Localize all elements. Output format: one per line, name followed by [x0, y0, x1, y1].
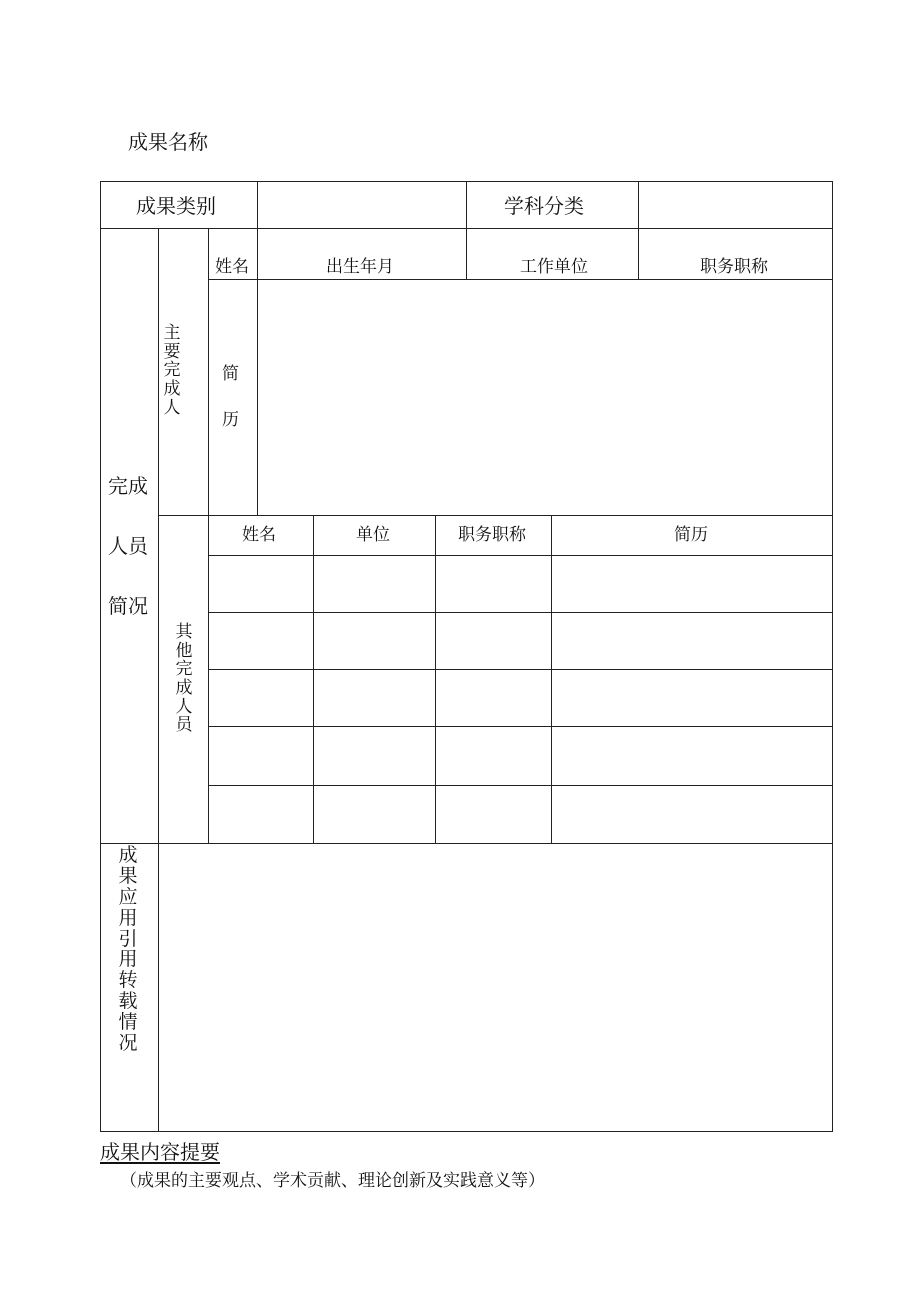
application-label-char: 成 [118, 844, 138, 866]
members-label-line-3: 简况 [108, 594, 148, 618]
resume-label-char-2: 历 [222, 410, 239, 430]
main-label-char: 人 [163, 397, 181, 418]
application-label-char: 果 [118, 864, 138, 887]
main-label-char: 完 [163, 360, 181, 381]
other-resume-cell[interactable] [552, 613, 832, 669]
application-label-char: 引 [118, 927, 138, 950]
other-label-char: 成 [175, 678, 193, 699]
table-row [209, 670, 832, 726]
table-row [209, 786, 832, 843]
discipline-label: 学科分类 [504, 194, 584, 218]
other-unit-cell[interactable] [314, 613, 435, 669]
other-label-char: 完 [175, 659, 193, 680]
other-resume-cell[interactable] [552, 670, 832, 726]
main-label-char: 成 [163, 379, 181, 400]
summary-heading: 成果内容提要 [100, 1140, 220, 1164]
main-col-divider-3 [638, 228, 639, 279]
main-header-workplace: 工作单位 [520, 257, 588, 277]
members-label-line-1: 完成 [108, 474, 148, 498]
main-label-char: 要 [163, 341, 181, 362]
achievement-name-label: 成果名称 [128, 130, 208, 154]
other-position-cell[interactable] [436, 670, 551, 726]
main-resume-field[interactable] [258, 280, 832, 515]
other-position-cell[interactable] [436, 613, 551, 669]
other-header-position: 职务职称 [458, 525, 526, 545]
members-label-line-2: 人员 [108, 534, 148, 558]
other-label-char: 人 [175, 696, 193, 717]
other-resume-cell[interactable] [552, 556, 832, 612]
other-unit-cell[interactable] [314, 786, 435, 843]
other-label-char: 他 [175, 640, 193, 661]
main-completer-label [159, 324, 185, 417]
table-border-right [832, 181, 833, 1132]
other-unit-cell[interactable] [314, 727, 435, 785]
main-header-birth: 出生年月 [326, 257, 394, 277]
application-label [114, 845, 142, 1054]
other-header-resume: 简历 [674, 525, 708, 545]
other-unit-cell[interactable] [314, 556, 435, 612]
application-label-char: 转 [118, 969, 138, 992]
other-name-cell[interactable] [209, 670, 313, 726]
category-value[interactable] [258, 182, 466, 228]
application-label-char: 用 [118, 948, 138, 971]
main-block-bottom-line [158, 515, 833, 516]
category-label: 成果类别 [136, 194, 216, 218]
application-label-char: 载 [118, 990, 138, 1013]
main-col-divider-2 [466, 228, 467, 279]
table-row [209, 613, 832, 669]
other-label-char: 其 [175, 622, 193, 642]
other-label-char: 员 [175, 715, 193, 736]
main-header-name: 姓名 [215, 257, 249, 277]
main-label-char: 主 [163, 323, 181, 343]
other-unit-cell[interactable] [314, 670, 435, 726]
other-header-unit: 单位 [356, 525, 390, 545]
other-position-cell[interactable] [436, 727, 551, 785]
application-label-char: 情 [118, 1011, 138, 1034]
table-row [209, 727, 832, 785]
main-header-position: 职务职称 [700, 257, 768, 277]
row1-divider-b [466, 181, 467, 228]
application-field[interactable] [159, 844, 832, 1131]
summary-note: （成果的主要观点、学术贡献、理论创新及实践意义等） [120, 1171, 545, 1191]
other-name-cell[interactable] [209, 727, 313, 785]
table-border-left [100, 181, 101, 1132]
discipline-value[interactable] [639, 182, 832, 228]
other-name-cell[interactable] [209, 556, 313, 612]
other-name-cell[interactable] [209, 786, 313, 843]
other-completers-label [171, 623, 197, 735]
other-name-cell[interactable] [209, 613, 313, 669]
other-resume-cell[interactable] [552, 727, 832, 785]
application-label-char: 况 [118, 1032, 138, 1055]
resume-label-char-1: 简 [222, 364, 239, 384]
other-position-cell[interactable] [436, 786, 551, 843]
table-border-bottom [100, 1131, 833, 1132]
table-row [209, 556, 832, 612]
other-header-name: 姓名 [242, 525, 276, 545]
application-label-char: 用 [118, 906, 138, 929]
application-label-char: 应 [118, 885, 138, 908]
other-position-cell[interactable] [436, 556, 551, 612]
other-resume-cell[interactable] [552, 786, 832, 843]
